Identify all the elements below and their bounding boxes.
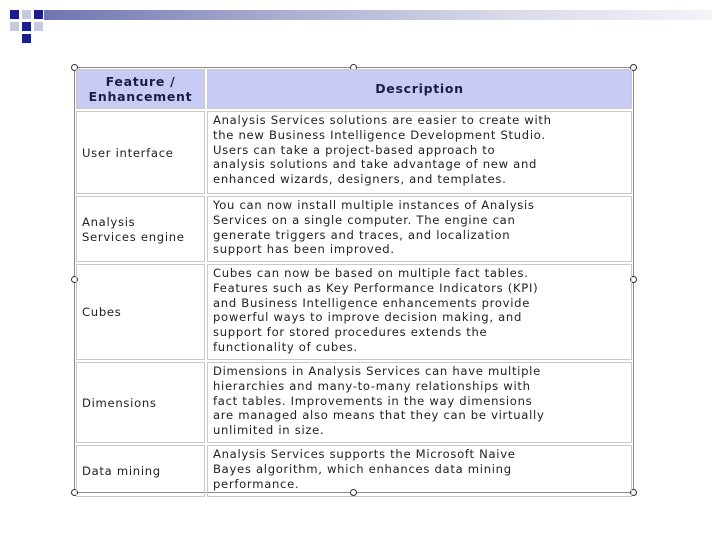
table-row	[76, 445, 632, 497]
description-line: support for stored procedures extends the	[213, 325, 488, 340]
decor-square	[22, 22, 31, 31]
description-line: Services on a single computer. The engine can	[213, 212, 516, 227]
header-description: Description	[207, 69, 632, 109]
description-line: enhanced wizards, designers, and templates.	[213, 172, 507, 187]
feature-line: Cubes	[82, 305, 122, 320]
description-line: Bayes algorithm, which enhances data mining	[213, 461, 512, 476]
description-line: You can now install multiple instances of Analysis	[213, 198, 535, 212]
description-cell	[207, 445, 632, 497]
description-line: analysis solutions and take advantage of new and	[213, 157, 538, 172]
decor-square	[34, 10, 43, 19]
feature-line: Analysis	[82, 214, 136, 229]
decor-square	[34, 22, 43, 31]
header-feature-line: Feature /	[105, 74, 176, 89]
description-line: support has been improved.	[213, 242, 395, 257]
decor-square	[10, 22, 19, 31]
description-cell	[207, 111, 632, 194]
description-line: Features such as Key Performance Indicators (KPI)	[213, 280, 539, 295]
header-gradient-bar	[44, 10, 712, 20]
description-line: Analysis Services supports the Microsoft Naive	[213, 447, 516, 461]
description-line: Users can take a project-based approach to	[213, 142, 496, 157]
description-line: functionality of cubes.	[213, 339, 358, 354]
feature-cell	[76, 196, 205, 262]
description-line: unlimited in size.	[213, 423, 325, 438]
header-feature	[76, 69, 205, 109]
description-cell	[207, 196, 632, 262]
feature-line: Dimensions	[82, 395, 157, 410]
table-row	[76, 362, 632, 443]
description-line: Cubes can now be based on multiple fact tables.	[213, 266, 529, 280]
decor-square	[22, 10, 31, 19]
decor-square	[22, 34, 31, 43]
feature-cell	[76, 264, 205, 360]
feature-line: Data mining	[82, 464, 161, 479]
table-row	[76, 264, 632, 360]
feature-table	[74, 67, 634, 499]
table-row	[76, 196, 632, 262]
table-row	[76, 111, 632, 194]
header-feature-line: Enhancement	[88, 88, 193, 104]
description-line: the new Business Intelligence Development Studio.	[213, 127, 546, 142]
decor-square	[10, 10, 19, 19]
description-line: powerful ways to improve decision making, and	[213, 310, 523, 325]
description-cell	[207, 362, 632, 443]
table-header-row	[76, 69, 632, 109]
feature-cell	[76, 111, 205, 194]
description-line: Dimensions in Analysis Services can have multiple	[213, 364, 541, 378]
description-line: are managed also means that they can be virtually	[213, 408, 545, 423]
feature-cell	[76, 445, 205, 497]
description-cell	[207, 264, 632, 360]
description-line: performance.	[213, 476, 300, 491]
description-line: and Business Intelligence enhancements provide	[213, 295, 531, 310]
feature-line: Services engine	[82, 229, 185, 244]
description-line: hierarchies and many-to-many relationships with	[213, 378, 531, 393]
feature-line: User interface	[82, 145, 174, 160]
description-line: fact tables. Improvements in the way dimensions	[213, 393, 533, 408]
feature-cell	[76, 362, 205, 443]
description-line: Analysis Services solutions are easier to create with	[213, 113, 552, 127]
description-line: generate triggers and traces, and localization	[213, 227, 511, 242]
